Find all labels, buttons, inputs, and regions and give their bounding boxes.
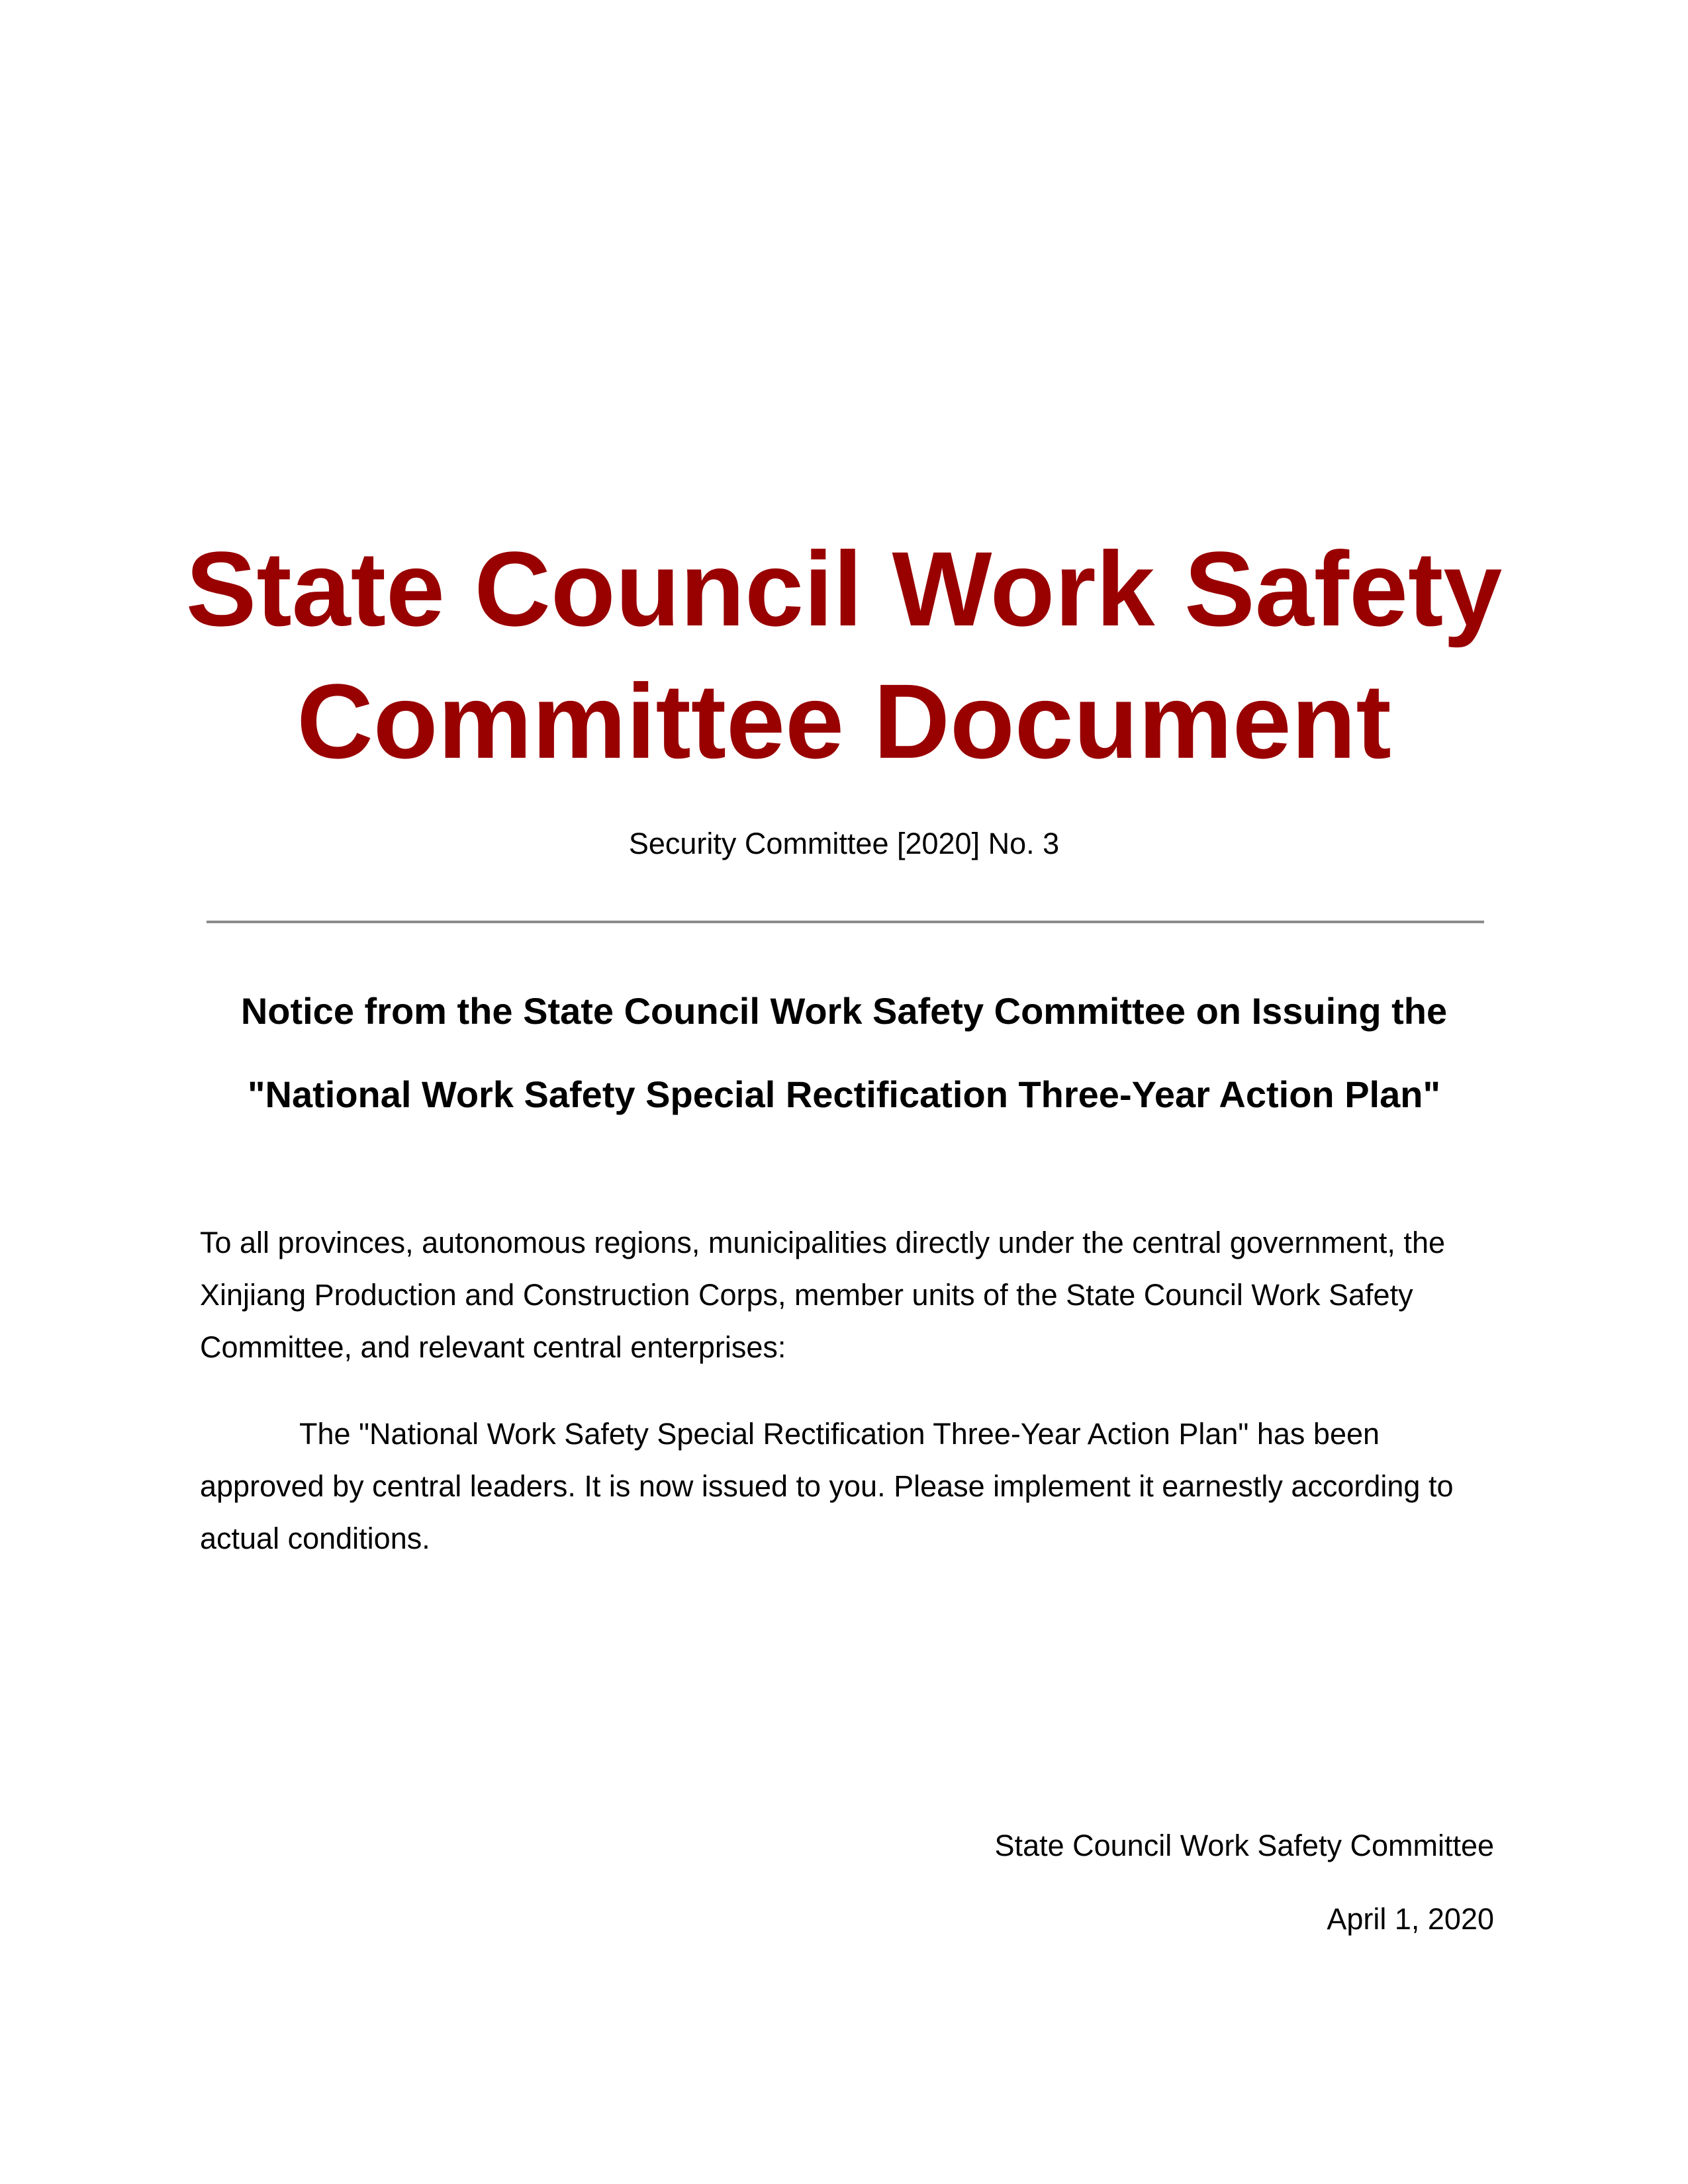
body-paragraph-text: The "National Work Safety Special Rectification Three-Year Action Plan" has been approved by central leaders. It is now issued to you. Please implement it earnestly according to actual conditions. bbox=[200, 1417, 1454, 1555]
signature-date: April 1, 2020 bbox=[1327, 1902, 1494, 1936]
body-paragraph bbox=[200, 1408, 1497, 1565]
document-header-title: State Council Work Safety Committee Document bbox=[185, 529, 1503, 780]
signature-organization: State Council Work Safety Committee bbox=[994, 1829, 1494, 1862]
notice-title bbox=[132, 970, 1556, 1136]
notice-title-line-2: "National Work Safety Special Rectification Three-Year Action Plan" bbox=[247, 1073, 1441, 1115]
document-number: Security Committee [2020] No. 3 bbox=[628, 827, 1060, 860]
header-divider-line bbox=[207, 921, 1484, 923]
notice-title-line-1: Notice from the State Council Work Safety Committee on Issuing the bbox=[240, 990, 1448, 1032]
addressee-paragraph: To all provinces, autonomous regions, municipalities directly under the central government, the Xinjiang Production and Construction Corps, member units of the State Council Work Safety Committee, and relevant central enterprises: bbox=[200, 1226, 1445, 1364]
